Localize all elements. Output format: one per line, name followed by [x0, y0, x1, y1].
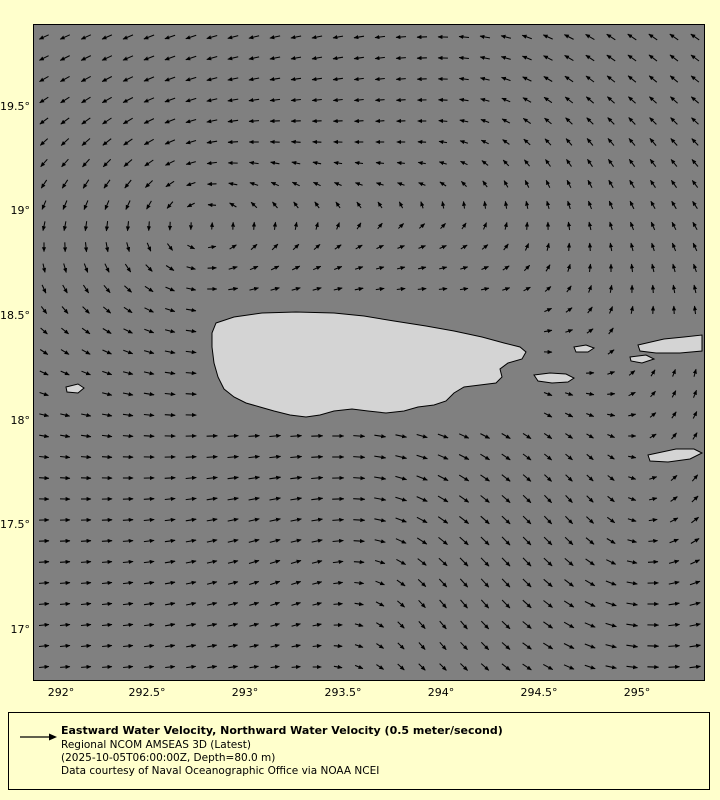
land-st-thomas	[638, 335, 702, 353]
legend-dataset: Regional NCOM AMSEAS 3D (Latest)	[61, 739, 251, 751]
land-vieques	[534, 373, 574, 383]
legend-time-depth: (2025-10-05T06:00:00Z, Depth=80.0 m)	[61, 752, 276, 764]
legend-title: Eastward Water Velocity, Northward Water Velocity (0.5 meter/second)	[61, 724, 503, 737]
vector-field	[34, 25, 704, 680]
legend-text-block	[61, 724, 701, 778]
land-mona	[66, 384, 84, 393]
x-tick-label: 295°	[623, 686, 651, 699]
land-puerto-rico	[212, 312, 526, 417]
x-tick-label: 294°	[427, 686, 455, 699]
x-tick-label: 293.5°	[324, 686, 362, 699]
x-tick-label: 292.5°	[128, 686, 166, 699]
map-canvas[interactable]	[33, 24, 705, 681]
land-virgin-islet	[630, 355, 654, 363]
x-tick-label: 294.5°	[520, 686, 558, 699]
legend-credit: Data courtesy of Naval Oceanographic Office via NOAA NCEI	[61, 765, 380, 777]
vector-scale-arrow-icon	[19, 731, 59, 743]
x-tick-label: 292°	[47, 686, 75, 699]
y-tick-label: 17°	[10, 623, 30, 636]
y-tick-label: 17.5°	[0, 518, 30, 531]
legend-panel	[8, 712, 710, 790]
y-tick-label: 19.5°	[0, 100, 30, 113]
y-tick-label: 18.5°	[0, 309, 30, 322]
land-st-croix	[648, 449, 702, 462]
land-culebra	[574, 345, 594, 352]
x-tick-label: 293°	[231, 686, 259, 699]
y-tick-label: 19°	[10, 204, 30, 217]
y-tick-label: 18°	[10, 414, 30, 427]
